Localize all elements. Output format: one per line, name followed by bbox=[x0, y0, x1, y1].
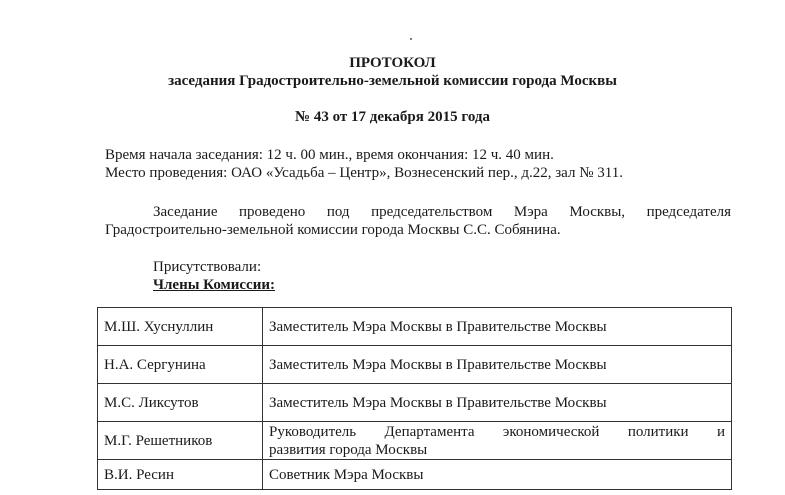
member-name: М.Г. Решетников bbox=[98, 422, 263, 460]
member-name: Н.А. Сергунина bbox=[98, 346, 263, 384]
table-row bbox=[98, 346, 732, 384]
member-name: М.Ш. Хуснуллин bbox=[98, 308, 263, 346]
members-heading: Члены Комиссии: bbox=[153, 277, 275, 293]
document-title: ПРОТОКОЛ bbox=[349, 55, 436, 71]
member-position: Заместитель Мэра Москвы в Правительстве Москвы bbox=[263, 346, 732, 384]
table-row bbox=[98, 422, 732, 460]
chair-line-1: Заседание проведено под председательством Мэра Москвы, председателя bbox=[153, 204, 731, 220]
member-position-line-2: развития города Москвы bbox=[269, 441, 428, 458]
member-position: Заместитель Мэра Москвы в Правительстве Москвы bbox=[263, 384, 732, 422]
meeting-time: Время начала заседания: 12 ч. 00 мин., время окончания: 12 ч. 40 мин. bbox=[105, 147, 554, 163]
table-row bbox=[98, 308, 732, 346]
member-name: М.С. Ликсутов bbox=[98, 384, 263, 422]
member-name: В.И. Ресин bbox=[98, 460, 263, 490]
chair-line-2: Градостроительно-земельной комиссии города Москвы С.С. Собянина. bbox=[105, 222, 561, 238]
meeting-place: Место проведения: ОАО «Усадьба – Центр», Вознесенский пер., д.22, зал № 311. bbox=[105, 165, 623, 181]
table-row bbox=[98, 460, 732, 490]
member-position-line-1: Руководитель Департамента экономической политики и bbox=[269, 423, 725, 440]
members-table bbox=[97, 307, 732, 490]
protocol-number: № 43 от 17 декабря 2015 года bbox=[295, 109, 490, 125]
member-position bbox=[263, 422, 732, 460]
member-position: Советник Мэра Москвы bbox=[263, 460, 732, 490]
member-position: Заместитель Мэра Москвы в Правительстве Москвы bbox=[263, 308, 732, 346]
scan-speck bbox=[410, 38, 412, 40]
present-label: Присутствовали: bbox=[153, 259, 262, 275]
table-row bbox=[98, 384, 732, 422]
document-subtitle: заседания Градостроительно-земельной комиссии города Москвы bbox=[168, 73, 617, 89]
